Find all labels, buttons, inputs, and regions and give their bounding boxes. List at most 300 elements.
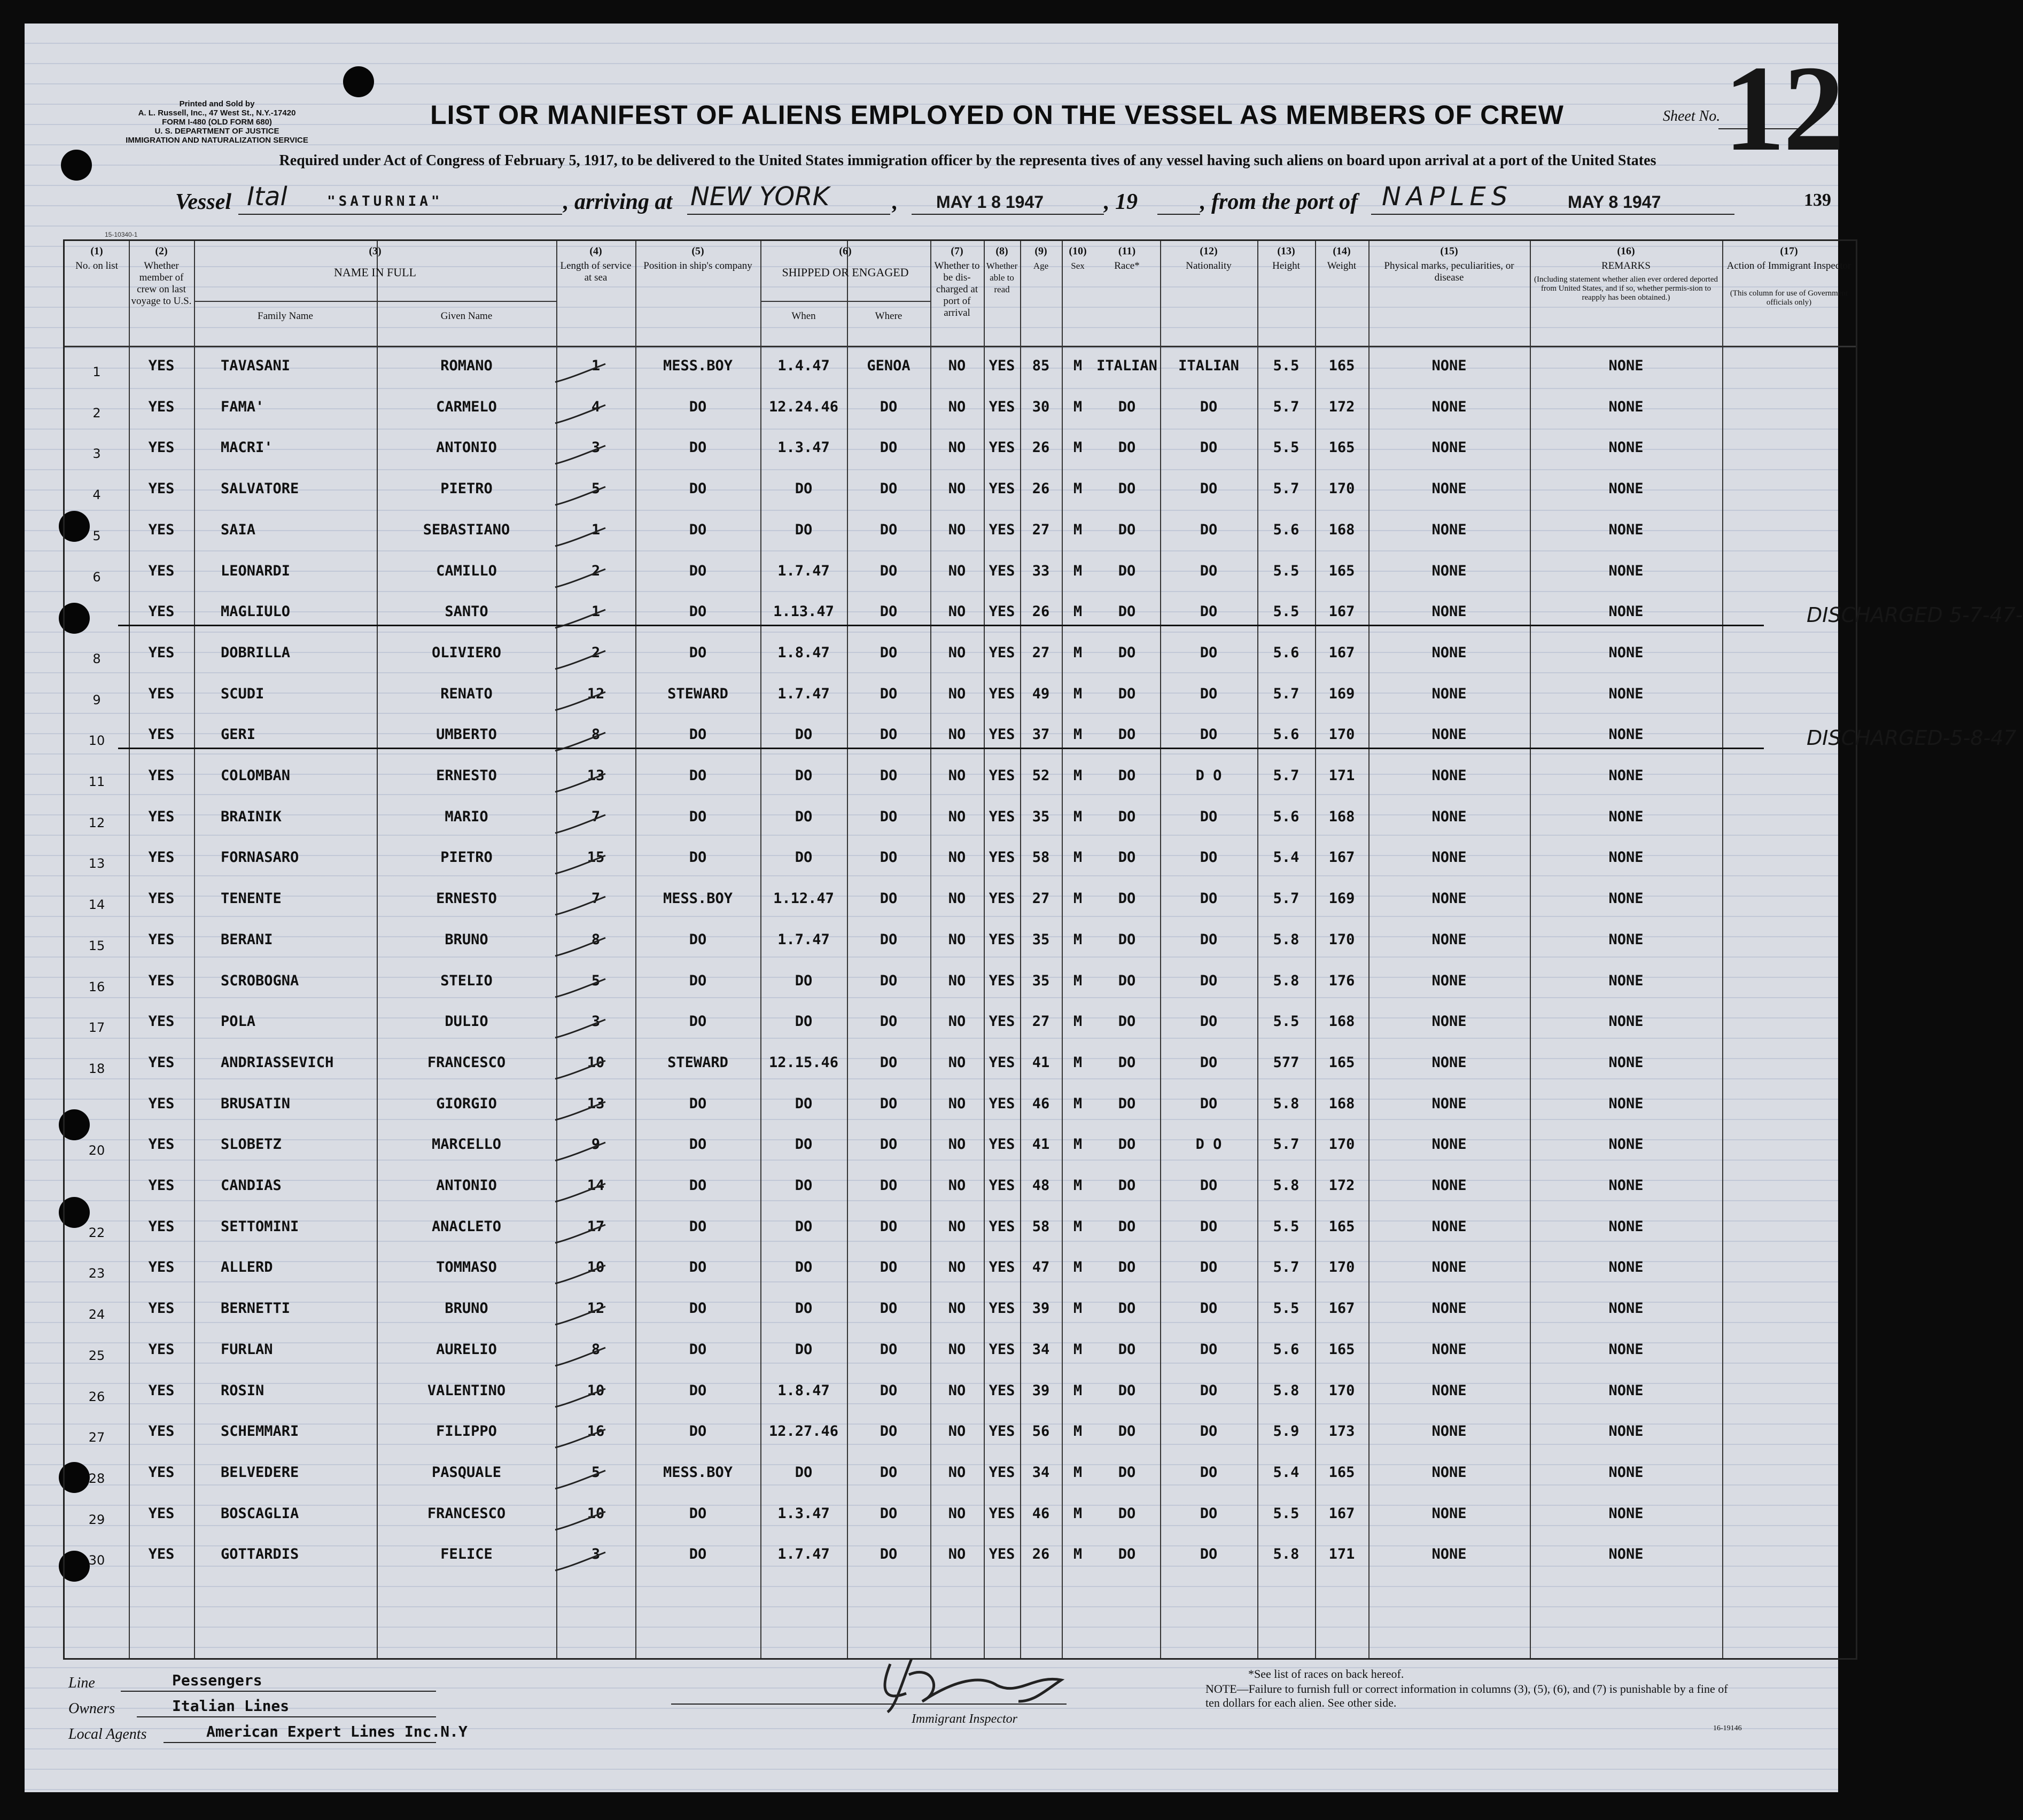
nationality: DO xyxy=(1200,1177,1218,1194)
height: 5.6 xyxy=(1273,726,1300,743)
discharge: NO xyxy=(948,685,966,702)
position: STEWARD xyxy=(667,685,728,702)
column-header: Whether member of crew on last voyage to U.S. xyxy=(131,260,192,307)
column-header: No. on list xyxy=(75,260,118,271)
weight: 165 xyxy=(1328,1054,1355,1071)
given-name: BRUNO xyxy=(445,1300,488,1317)
nationality: DO xyxy=(1200,931,1218,948)
prior-voyage: YES xyxy=(148,685,175,702)
check-mark-icon xyxy=(552,1057,608,1084)
shipped-when: 1.12.47 xyxy=(773,890,834,907)
strike-through-line xyxy=(118,748,1764,749)
able-to-read: YES xyxy=(989,1054,1015,1071)
able-to-read: YES xyxy=(989,890,1015,907)
age: 27 xyxy=(1032,521,1050,538)
age: 35 xyxy=(1032,808,1050,825)
height: 5.7 xyxy=(1273,685,1300,702)
check-mark-icon xyxy=(552,1222,608,1248)
height: 5.4 xyxy=(1273,1464,1300,1481)
physical-marks: NONE xyxy=(1431,808,1467,825)
shipped-when: DO xyxy=(795,767,813,784)
family-name: MAGLIULO xyxy=(221,603,291,620)
discharge: NO xyxy=(948,1300,966,1317)
check-mark-icon xyxy=(552,1303,608,1330)
position: MESS.BOY xyxy=(663,1464,733,1481)
given-name: TOMMASO xyxy=(436,1259,497,1276)
height: 5.7 xyxy=(1273,398,1300,415)
family-name: LEONARDI xyxy=(221,562,291,579)
able-to-read: YES xyxy=(989,521,1015,538)
shipped-where: DO xyxy=(880,1177,898,1194)
prior-voyage: YES xyxy=(148,1464,175,1481)
family-name: SCROBOGNA xyxy=(221,972,299,989)
age: 85 xyxy=(1032,357,1050,374)
family-name: GERI xyxy=(221,726,256,743)
height: 5.5 xyxy=(1273,603,1300,620)
remarks: NONE xyxy=(1608,1259,1644,1276)
physical-marks: NONE xyxy=(1431,644,1467,661)
able-to-read: YES xyxy=(989,1341,1015,1358)
check-mark-icon xyxy=(552,1508,608,1535)
check-mark-icon xyxy=(552,1139,608,1166)
remarks: NONE xyxy=(1608,1218,1644,1235)
shipped-when: 1.7.47 xyxy=(777,931,830,948)
service-length: 16 xyxy=(587,1423,605,1440)
nationality: DO xyxy=(1200,1054,1218,1071)
family-name: SAIA xyxy=(221,521,256,538)
table-row xyxy=(65,644,1856,685)
weight: 170 xyxy=(1328,480,1355,497)
shipped-where: DO xyxy=(880,1218,898,1235)
sex: M xyxy=(1073,1423,1083,1440)
race: DO xyxy=(1118,1464,1136,1481)
table-row xyxy=(65,522,1856,562)
vessel-flag: Ital xyxy=(247,182,287,212)
column-number: (4) xyxy=(589,245,602,257)
service-length: 3 xyxy=(591,439,601,456)
remarks: NONE xyxy=(1608,521,1644,538)
form-footer-code: 16-19146 xyxy=(1713,1724,1742,1732)
age: 34 xyxy=(1032,1341,1050,1358)
weight: 169 xyxy=(1328,890,1355,907)
remarks: NONE xyxy=(1608,357,1644,374)
physical-marks: NONE xyxy=(1431,849,1467,866)
weight: 176 xyxy=(1328,972,1355,989)
family-name: CANDIAS xyxy=(221,1177,282,1194)
printer-imprint xyxy=(67,99,367,145)
service-length: 1 xyxy=(591,603,601,620)
race: DO xyxy=(1118,1054,1136,1071)
able-to-read: YES xyxy=(989,1300,1015,1317)
arriving-label: , arriving at xyxy=(563,190,673,214)
sex: M xyxy=(1073,1177,1083,1194)
shipped-where: DO xyxy=(880,1013,898,1030)
table-row xyxy=(65,1013,1856,1054)
row-number: 12 xyxy=(88,815,105,830)
nationality: DO xyxy=(1200,726,1218,743)
row-number: 23 xyxy=(88,1266,105,1281)
nationality: DO xyxy=(1200,644,1218,661)
column-number: (17) xyxy=(1780,245,1798,257)
column-number: (14) xyxy=(1333,245,1351,257)
age: 35 xyxy=(1032,931,1050,948)
prior-voyage: YES xyxy=(148,521,175,538)
weight: 173 xyxy=(1328,1423,1355,1440)
height: 5.5 xyxy=(1273,562,1300,579)
row-number: 10 xyxy=(88,733,105,749)
sex: M xyxy=(1073,439,1083,456)
row-number: 15 xyxy=(88,938,105,953)
remarks: NONE xyxy=(1608,1382,1644,1399)
table-row xyxy=(65,1054,1856,1095)
able-to-read: YES xyxy=(989,357,1015,374)
shipped-where: DO xyxy=(880,931,898,948)
column-number: (9) xyxy=(1034,245,1047,257)
age: 56 xyxy=(1032,1423,1050,1440)
crew-table xyxy=(63,239,2023,1660)
agents-value: American Expert Lines Inc.N.Y xyxy=(206,1723,468,1740)
line-value: Pessengers xyxy=(172,1671,262,1689)
race: DO xyxy=(1118,808,1136,825)
height: 5.8 xyxy=(1273,1382,1300,1399)
nationality: DO xyxy=(1200,1259,1218,1276)
able-to-read: YES xyxy=(989,1259,1015,1276)
nationality: DO xyxy=(1200,685,1218,702)
shipped-where: DO xyxy=(880,480,898,497)
position: MESS.BOY xyxy=(663,890,733,907)
shipped-where: DO xyxy=(880,562,898,579)
row-number: 16 xyxy=(88,979,105,994)
check-mark-icon xyxy=(552,689,608,715)
row-number: 27 xyxy=(88,1430,105,1445)
races-note: *See list of races on back hereof. xyxy=(1248,1667,1404,1681)
remarks: NONE xyxy=(1608,1341,1644,1358)
remarks: NONE xyxy=(1608,685,1644,702)
prior-voyage: YES xyxy=(148,1382,175,1399)
race: DO xyxy=(1118,480,1136,497)
age: 35 xyxy=(1032,972,1050,989)
sex: M xyxy=(1073,685,1083,702)
discharge: NO xyxy=(948,1054,966,1071)
discharge: NO xyxy=(948,890,966,907)
shipped-where: DO xyxy=(880,1464,898,1481)
column-number: (1) xyxy=(90,245,103,257)
age: 41 xyxy=(1032,1136,1050,1153)
shipped-where: DO xyxy=(880,767,898,784)
family-name: SETTOMINI xyxy=(221,1218,299,1235)
prior-voyage: YES xyxy=(148,603,175,620)
table-row xyxy=(65,849,1856,890)
service-length: 5 xyxy=(591,972,601,989)
age: 46 xyxy=(1032,1505,1050,1522)
family-name: POLA xyxy=(221,1013,256,1030)
shipped-when: DO xyxy=(795,726,813,743)
service-length: 2 xyxy=(591,644,601,661)
given-name: SEBASTIANO xyxy=(423,521,510,538)
table-row xyxy=(65,931,1856,972)
shipped-when: DO xyxy=(795,1218,813,1235)
row-number: 6 xyxy=(92,569,101,585)
given-name: ANACLETO xyxy=(431,1218,502,1235)
shipped-when: 12.27.46 xyxy=(768,1423,839,1440)
service-length: 8 xyxy=(591,726,601,743)
height: 5.8 xyxy=(1273,1177,1300,1194)
manifest-sheet: Printed and Sold by A. L. Russell, Inc., 47 West St., N.Y.-17420 FORM I-480 (OLD FORM 680) U. S. DEPARTMENT OF JUSTICE IMMIGRATION AND NATURALIZATION SERVICE LIST OR MANIFEST OF ALIENS EMPLOYED ON THE VESSEL AS MEMBERS OF CREW Sheet No. 12 Required under Act of Congress of February 5, 1917, to be delivered to the United States immigration officer by the representa tives of any vessel having such aliens on board upon arrival at a port of the United States Vessel Ital "SATURNIA" , arriving at NEW YORK , MAY 1 8 1947 , 19 , from the port of NAPLES MAY 8 1947 139 15-10340-1 (1) No. on list (2) Whether member of crew on last voyage to U.S. (3) NAME IN FULL Family Name Given Name (4) Length of service at sea (5) Position in ship's company (6) SHIPPED OR ENGAGED When Where (7) Whether to be dis-charged at port of arrival (8) Whether able to read (9) Age (10) Sex (11) Race* (12) Nationality (13) Height (14) Weight (15) Physical marks, peculiarities, or disease (16) REMARKS (Including statement whether alien ever ordered deported from United States, and if so, whether permis-sion to reapply has been obtained.) (17) Action of Immigrant Inspector (This column for use of Government officials only) 1 YES TAVASANI ROMANO 1 MESS.BOY 1.4.47 GENOA NO YES 85 M ITALIAN ITALIAN 5.5 165 NONE NONE 2 YES FAMA' CARMELO 4 DO 12.24.46 DO NO YES 30 M DO DO 5.7 172 NONE NONE 3 YES MACRI' ANTONIO 3 DO 1.3.47 DO NO YES 26 M DO DO 5.5 165 NONE NONE 4 YES SALVATORE PIETRO 5 DO DO DO NO YES 26 M DO DO 5.7 170 NONE NONE 5 YES SAIA SEBASTIANO 1 DO DO DO NO YES 27 M DO DO 5.6 168 NONE NONE 6 YES LEONARDI CAMILLO 2 DO 1.7.47 DO NO YES 33 M DO DO 5.5 165 NONE NONE YES MAGLIULO SANTO 1 DO 1.13.47 DO NO YES 26 M DO DO 5.5 167 NONE NONE DISCHARGED 5-7-47- 8 YES DOBRILLA OLIVIERO 2 DO 1.8.47 DO NO YES 27 M DO DO 5.6 167 NONE NONE 9 YES SCUDI RENATO 12 STEWARD 1.7.47 DO NO YES 49 M DO DO 5.7 169 NONE NONE 10 YES GERI UMBERTO 8 DO DO DO NO YES 37 M DO DO 5.6 170 NONE NONE DISCHARGED-5-8-47 11 YES COLOMBAN ERNESTO 13 DO DO DO NO YES 52 M DO D O 5.7 171 NONE NONE 12 YES BRAINIK MARIO 7 DO DO DO NO YES 35 M DO DO 5.6 168 NONE NONE 13 YES FORNASARO PIETRO 15 DO DO DO NO YES 58 M DO DO 5.4 167 NONE NONE 14 YES TENENTE ERNESTO 7 MESS.BOY 1.12.47 DO NO YES 27 M DO DO 5.7 169 NONE NONE 15 YES BERANI BRUNO 8 DO 1.7.47 DO NO YES 35 M DO DO 5.8 170 NONE NONE 16 YES SCROBOGNA STELIO 5 DO DO DO NO YES 35 M DO DO 5.8 176 NONE NONE 17 YES POLA DULIO 3 DO DO DO NO YES 27 M DO DO 5.5 168 NONE NONE 18 YES ANDRIASSEVICH FRANCESCO 10 STEWARD 12.15.46 DO NO YES 41 M DO DO 577 165 NONE NONE YES BRUSATIN GIORGIO 13 DO DO DO NO YES 46 M DO DO 5.8 168 NONE NONE 20 YES SLOBETZ MARCELLO 9 DO DO DO NO YES 41 M DO D O 5.7 170 NONE NONE YES CANDIAS ANTONIO 14 DO DO DO NO YES 48 M DO DO 5.8 172 NONE NONE 22 YES SETTOMINI ANACLETO 17 DO DO DO NO YES 58 M DO DO 5.5 165 NONE NONE 23 YES ALLERD TOMMASO 10 DO DO DO NO YES 47 M DO DO 5.7 170 NONE NONE 24 YES BERNETTI BRUNO 12 DO DO DO NO YES 39 M DO DO 5.5 167 NONE NONE 25 YES FURLAN AURELIO 8 DO DO DO NO YES 34 M DO DO 5.6 165 NONE NONE 26 YES ROSIN VALENTINO 10 DO 1.8.47 DO NO YES 39 M DO DO 5.8 170 NONE NONE 27 YES SCHEMMARI FILIPPO 16 DO 12.27.46 DO NO YES 56 M DO DO 5.9 173 NONE NONE 28 YES BELVEDERE PASQUALE 5 MESS.BOY DO DO NO YES 34 M DO DO 5.4 165 NONE NONE 29 YES BOSCAGLIA FRANCESCO 10 DO 1.3.47 DO NO YES 46 M DO DO 5.5 167 NONE NONE 30 YES GOTTARDIS FELICE 3 DO 1.7.47 DO NO YES 26 M DO DO 5.8 171 NONE NONE Line Pessengers Owners Italian Lines Local Agents American Expert Lines Inc.N.Y Immigrant Inspector *See list of races on back hereof. NOTE—Failure to furnish full or correct information in columns (3), (5), (6), and (7) is punishable by a fine of ten dollars for each alien. See other side. 16-19146 xyxy=(25,24,1838,1792)
shipped-where: DO xyxy=(880,1259,898,1276)
prior-voyage: YES xyxy=(148,357,175,374)
check-mark-icon xyxy=(552,893,608,920)
physical-marks: NONE xyxy=(1431,1136,1467,1153)
discharge: NO xyxy=(948,1095,966,1112)
check-mark-icon xyxy=(552,402,608,429)
physical-marks: NONE xyxy=(1431,1095,1467,1112)
race: DO xyxy=(1118,1259,1136,1276)
shipped-when: DO xyxy=(795,849,813,866)
weight: 170 xyxy=(1328,1136,1355,1153)
able-to-read: YES xyxy=(989,439,1015,456)
table-row xyxy=(65,1300,1856,1341)
position: DO xyxy=(689,849,707,866)
shipped-where: DO xyxy=(880,398,898,415)
remarks: NONE xyxy=(1608,562,1644,579)
nationality: DO xyxy=(1200,1505,1218,1522)
age: 27 xyxy=(1032,890,1050,907)
position: STEWARD xyxy=(667,1054,728,1071)
shipped-when: DO xyxy=(795,972,813,989)
sex: M xyxy=(1073,767,1083,784)
prior-voyage: YES xyxy=(148,890,175,907)
sheet-label: Sheet No. xyxy=(1663,108,1721,125)
weight: 172 xyxy=(1328,1177,1355,1194)
shipped-where: DO xyxy=(880,1300,898,1317)
position: DO xyxy=(689,439,707,456)
physical-marks: NONE xyxy=(1431,1505,1467,1522)
nationality: DO xyxy=(1200,808,1218,825)
able-to-read: YES xyxy=(989,562,1015,579)
row-number: 28 xyxy=(88,1471,105,1486)
physical-marks: NONE xyxy=(1431,1382,1467,1399)
service-length: 10 xyxy=(587,1259,605,1276)
shipped-where: DO xyxy=(880,1136,898,1153)
penalty-note: NOTE—Failure to furnish full or correct information in columns (3), (5), (6), and (7) is punishable by a fine of ten dollars for each alien. See other side. xyxy=(1205,1682,1728,1709)
shipped-when: DO xyxy=(795,1341,813,1358)
family-name: SLOBETZ xyxy=(221,1136,282,1153)
punch-hole xyxy=(343,66,374,97)
age: 48 xyxy=(1032,1177,1050,1194)
table-row xyxy=(65,1423,1856,1464)
column-header-detail: (This column for use of Government officials only) xyxy=(1730,289,1848,307)
check-mark-icon xyxy=(552,484,608,510)
sex: M xyxy=(1073,972,1083,989)
shipped-where: DO xyxy=(880,439,898,456)
check-mark-icon xyxy=(552,1180,608,1207)
table-row xyxy=(65,1136,1856,1177)
shipped-when: 1.8.47 xyxy=(777,644,830,661)
column-subheader: Family Name xyxy=(258,310,313,322)
shipped-where: DO xyxy=(880,603,898,620)
shipped-where: DO xyxy=(880,1382,898,1399)
sex: M xyxy=(1073,357,1083,374)
table-row xyxy=(65,890,1856,931)
printer-line: IMMIGRATION AND NATURALIZATION SERVICE xyxy=(126,136,308,145)
nationality: DO xyxy=(1200,1464,1218,1481)
physical-marks: NONE xyxy=(1431,1013,1467,1030)
remarks: NONE xyxy=(1608,931,1644,948)
given-name: CARMELO xyxy=(436,398,497,415)
race: DO xyxy=(1118,1300,1136,1317)
position: DO xyxy=(689,972,707,989)
height: 5.7 xyxy=(1273,767,1300,784)
family-name: SALVATORE xyxy=(221,480,299,497)
remarks: NONE xyxy=(1608,726,1644,743)
given-name: DULIO xyxy=(445,1013,488,1030)
physical-marks: NONE xyxy=(1431,1177,1467,1194)
race: DO xyxy=(1118,644,1136,661)
height: 5.8 xyxy=(1273,1546,1300,1563)
inspector-action: DISCHARGED-5-8-47 xyxy=(1807,726,2017,750)
printer-line: U. S. DEPARTMENT OF JUSTICE xyxy=(154,127,279,136)
prior-voyage: YES xyxy=(148,808,175,825)
age: 26 xyxy=(1032,480,1050,497)
check-mark-icon xyxy=(552,852,608,879)
sex: M xyxy=(1073,644,1083,661)
family-name: FORNASARO xyxy=(221,849,299,866)
discharge: NO xyxy=(948,1013,966,1030)
service-length: 8 xyxy=(591,1341,601,1358)
weight: 168 xyxy=(1328,1013,1355,1030)
remarks: NONE xyxy=(1608,644,1644,661)
physical-marks: NONE xyxy=(1431,480,1467,497)
position: DO xyxy=(689,562,707,579)
height: 5.5 xyxy=(1273,439,1300,456)
service-length: 12 xyxy=(587,685,605,702)
nationality: DO xyxy=(1200,398,1218,415)
column-header: Length of service at sea xyxy=(560,260,632,283)
height: 577 xyxy=(1273,1054,1300,1071)
shipped-when: 1.4.47 xyxy=(777,357,830,374)
height: 5.8 xyxy=(1273,972,1300,989)
column-number: (6) xyxy=(839,245,852,257)
height: 5.7 xyxy=(1273,1136,1300,1153)
race: DO xyxy=(1118,398,1136,415)
age: 27 xyxy=(1032,644,1050,661)
position: DO xyxy=(689,1259,707,1276)
table-row xyxy=(65,563,1856,603)
row-number: 13 xyxy=(88,856,105,872)
shipped-when: DO xyxy=(795,1259,813,1276)
weight: 167 xyxy=(1328,1300,1355,1317)
arriving-port: NEW YORK xyxy=(690,182,830,212)
service-length: 1 xyxy=(591,521,601,538)
discharge: NO xyxy=(948,1177,966,1194)
nationality: ITALIAN xyxy=(1178,357,1239,374)
race: DO xyxy=(1118,1382,1136,1399)
service-length: 10 xyxy=(587,1382,605,1399)
sheet-number: 12 xyxy=(1724,40,1842,176)
check-mark-icon xyxy=(552,648,608,674)
remarks: NONE xyxy=(1608,1423,1644,1440)
nationality: DO xyxy=(1200,1341,1218,1358)
table-row xyxy=(65,1218,1856,1259)
departure-date: MAY 8 1947 xyxy=(1568,192,1661,212)
race: DO xyxy=(1118,562,1136,579)
column-header: Weight xyxy=(1327,260,1357,271)
sex: M xyxy=(1073,1136,1083,1153)
row-number: 1 xyxy=(92,364,101,379)
remarks: NONE xyxy=(1608,1095,1644,1112)
row-number: 24 xyxy=(88,1307,105,1323)
able-to-read: YES xyxy=(989,1136,1015,1153)
agents-label: Local Agents xyxy=(68,1726,147,1743)
table-row xyxy=(65,480,1856,521)
prior-voyage: YES xyxy=(148,1177,175,1194)
column-number: (13) xyxy=(1277,245,1295,257)
given-name: SANTO xyxy=(445,603,488,620)
service-length: 2 xyxy=(591,562,601,579)
table-row xyxy=(65,808,1856,849)
shipped-where: DO xyxy=(880,1423,898,1440)
weight: 167 xyxy=(1328,603,1355,620)
shipped-when: 1.7.47 xyxy=(777,562,830,579)
row-number: 9 xyxy=(92,692,101,707)
age: 33 xyxy=(1032,562,1050,579)
height: 5.5 xyxy=(1273,1218,1300,1235)
family-name: DOBRILLA xyxy=(221,644,291,661)
family-name: BRUSATIN xyxy=(221,1095,291,1112)
family-name: SCUDI xyxy=(221,685,264,702)
column-number: (15) xyxy=(1440,245,1458,257)
sex: M xyxy=(1073,521,1083,538)
sex: M xyxy=(1073,726,1083,743)
row-number: 2 xyxy=(92,405,101,421)
shipped-when: DO xyxy=(795,1177,813,1194)
race: DO xyxy=(1118,603,1136,620)
discharge: NO xyxy=(948,1464,966,1481)
able-to-read: YES xyxy=(989,685,1015,702)
inspector-signature xyxy=(858,1643,1104,1723)
check-mark-icon xyxy=(552,1467,608,1494)
remarks: NONE xyxy=(1608,1505,1644,1522)
punch-hole xyxy=(61,150,92,181)
sex: M xyxy=(1073,480,1083,497)
discharge: NO xyxy=(948,439,966,456)
row-number: 11 xyxy=(88,774,105,789)
race: DO xyxy=(1118,521,1136,538)
column-number: (2) xyxy=(155,245,168,257)
service-length: 5 xyxy=(591,480,601,497)
race: DO xyxy=(1118,439,1136,456)
column-header: Height xyxy=(1272,260,1300,271)
table-row xyxy=(65,1259,1856,1300)
race: DO xyxy=(1118,931,1136,948)
sex: M xyxy=(1073,1218,1083,1235)
family-name: ROSIN xyxy=(221,1382,264,1399)
able-to-read: YES xyxy=(989,1177,1015,1194)
column-number: (5) xyxy=(691,245,704,257)
service-length: 10 xyxy=(587,1505,605,1522)
family-name: BOSCAGLIA xyxy=(221,1505,299,1522)
shipped-where: DO xyxy=(880,1505,898,1522)
family-name: TENENTE xyxy=(221,890,282,907)
column-subheader: Given Name xyxy=(440,310,493,322)
check-mark-icon xyxy=(552,566,608,593)
service-length: 9 xyxy=(591,1136,601,1153)
discharge: NO xyxy=(948,726,966,743)
height: 5.6 xyxy=(1273,521,1300,538)
vessel-label: Vessel xyxy=(175,190,231,214)
shipped-when: DO xyxy=(795,1013,813,1030)
column-header: Nationality xyxy=(1186,260,1232,271)
